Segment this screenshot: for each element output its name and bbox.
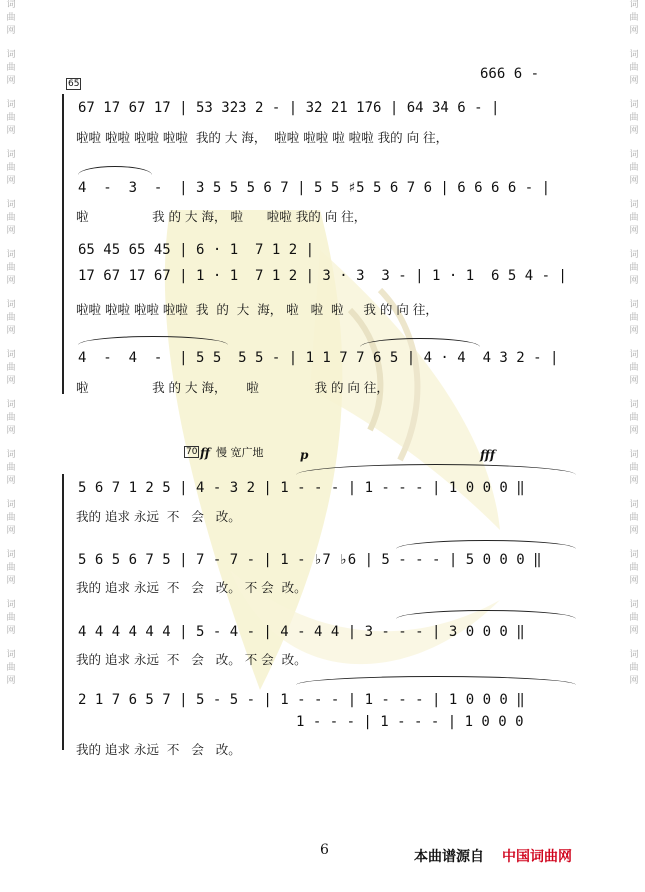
staff3-lower-notes: 17 67 17 67 | 1 · 1 7 1 2 | 3 · 3 3 - | 1 · 1 6 5 4 - | (78, 268, 567, 284)
side-watermark-right: 词 曲 网 词 曲 网 词 曲 网 词 曲 网 词 曲 网 词 曲 网 词 曲 网 词 曲 网 词 曲 网 词 曲 网 词 曲 网 词 曲 网 词 曲 网 词 曲 网 (629, 0, 639, 686)
row1-notes: 5 6 7 1 2 5 | 4 - 3 2 | 1 - - - | 1 - - - | 1 0 0 0 ‖ (78, 480, 525, 496)
row1-lyrics: 我的 追求 永远 不 会 改。 (76, 509, 241, 524)
staff3-upper-notes: 65 45 65 45 | 6 · 1 7 1 2 | (78, 242, 315, 258)
row2-lyrics: 我的 追求 永远 不 会 改。 不 会 改。 (76, 580, 307, 595)
dynamic-p: p (300, 448, 309, 462)
source-label: 本曲谱源自 (414, 849, 484, 865)
staff1-lyrics: 啦啦 啦啦 啦啦 啦啦 我的 大 海， 啦啦 啦啦 啦 啦啦 我的 向 往， (76, 130, 449, 145)
staff2-notes: 4 - 3 - | 3 5 5 5 6 7 | 5 5 ♯5 5 6 7 6 | 6 6 6 6 - | (78, 180, 551, 196)
staff4-lyrics: 啦 我 的 大 海， 啦 我 的 向 往， (76, 380, 389, 395)
measure-number-box: 70 (186, 447, 198, 457)
slur (78, 166, 152, 175)
row4-lower-notes: 1 - - - | 1 - - - | 1 0 0 0 (296, 714, 524, 730)
system2-brace (62, 474, 64, 750)
staff2-lyrics: 啦 我 的 大 海， 啦 啦啦 我的 向 往， (76, 209, 367, 224)
row3-lyrics: 我的 追求 永远 不 会 改。 不 会 改。 (76, 652, 307, 667)
row2-notes: 5 6 5 6 7 5 | 7 - 7 - | 1 - ♭7 ♭6 | 5 - - - | 5 0 0 0 ‖ (78, 552, 542, 568)
staff3-lyrics: 啦啦 啦啦 啦啦 啦啦 我 的 大 海， 啦 啦 啦 我 的 向 往， (76, 302, 438, 317)
staff1-notes: 67 1̇7 67 1̇7 | 53 3̇23 2 - | 3̇2 2̇1 1̇76 | 64 3̇4 6 - | (78, 100, 500, 116)
staff4-notes: 4 - 4 - | 5 5 5 5 - | 1 1 7 7 6 5 | 4 · 4 4 3 2 - | (78, 350, 559, 366)
row3-notes: 4 4 4 4 4 4 | 5 - 4 - | 4 - 4 4 | 3 - - - | 3 0 0 0 ‖ (78, 624, 525, 640)
tempo-marking: 慢 宽广地 (216, 446, 264, 459)
source-brand-link[interactable]: 中国词曲网 (502, 849, 572, 865)
dynamic-fff: fff (480, 448, 496, 462)
row4-upper-notes: 2 1 7 6 5 7 | 5 - 5 - | 1 - - - | 1 - - - | 1 0 0 0 ‖ (78, 692, 525, 708)
side-watermark-left: 词 曲 网 词 曲 网 词 曲 网 词 曲 网 词 曲 网 词 曲 网 词 曲 网 词 曲 网 词 曲 网 词 曲 网 词 曲 网 词 曲 网 词 曲 网 词 曲 网 (6, 0, 16, 686)
top-extra-notes: 666 6 - (480, 66, 540, 82)
row4-lyrics: 我的 追求 永远 不 会 改。 (76, 742, 241, 757)
dynamic-ff: ff (200, 446, 210, 460)
page-number: 6 (320, 842, 329, 858)
system1-brace (62, 94, 64, 394)
source-footer (414, 846, 572, 866)
measure-number-box: 65 (68, 79, 80, 89)
